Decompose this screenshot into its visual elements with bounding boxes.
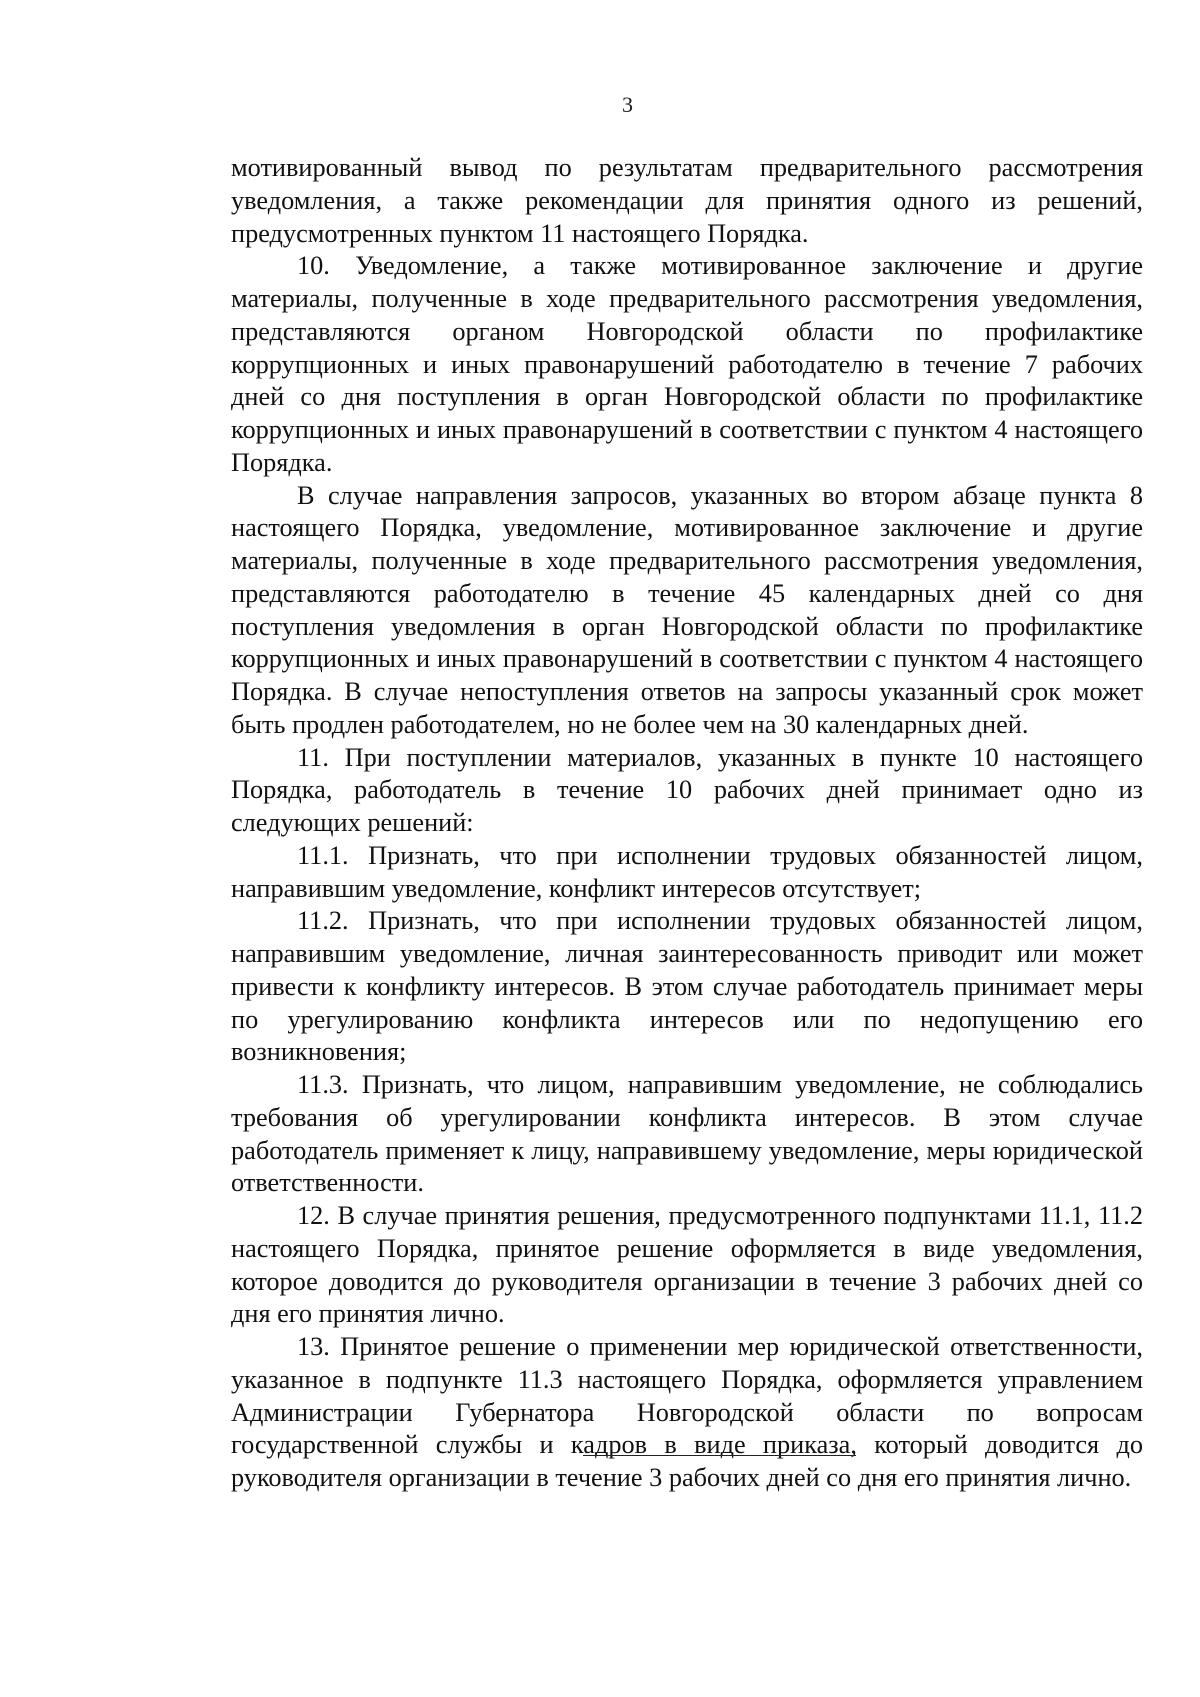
- paragraph-item-11: 11. При поступлении материалов, указанных в пункте 10 настоящего Порядка, работодатель в течение 10 рабочих дней принимает одно из следующих решений:: [231, 742, 1143, 837]
- paragraph-item-11-2: 11.2. Признать, что при исполнении трудовых обязанностей лицом, направившим уведомление, личная заинтересованность приводит или может привести к конфликту интересов. В этом случае работодатель принимает меры по урегулированию конфликта интересов или по недопущению его возникновения;: [231, 906, 1143, 1067]
- end-of-document-rule: [583, 1455, 856, 1456]
- paragraph-requests-case: В случае направления запросов, указанных во втором абзаце пункта 8 настоящего Порядка, уведомление, мотивированное заключение и другие материалы, полученные в ходе предварительного рассмотрения уведомления, представляются работодателю в течение 45 календарных дней со дня поступления уведомления в орган Новгородской области по профилактике коррупционных и иных правонарушений в соответствии с пунктом 4 настоящего Порядка. В случае непоступления ответов на запросы указанный срок может быть продлен работодателем, но не более чем на 30 календарных дней.: [231, 480, 1143, 739]
- paragraph-item-11-3: 11.3. Признать, что лицом, направившим уведомление, не соблюдались требования об урегулировании конфликта интересов. В этом случае работодатель применяет к лицу, направившему уведомление, меры юридической ответственности.: [231, 1070, 1143, 1198]
- page-number: 3: [622, 92, 633, 117]
- paragraph-item-10: 10. Уведомление, а также мотивированное заключение и другие материалы, полученные в ходе предварительного рассмотрения уведомления, представляются органом Новгородской области по профилактике коррупционных и иных правонарушений работодателю в течение 7 рабочих дней со дня поступления в орган Новгородской области по профилактике коррупционных и иных правонарушений в соответствии с пунктом 4 настоящего Порядка.: [231, 251, 1143, 477]
- document-body: [231, 152, 1143, 1495]
- paragraph-item-11-1: 11.1. Признать, что при исполнении трудовых обязанностей лицом, направившим уведомление, конфликт интересов отсутствует;: [231, 840, 1143, 903]
- paragraph-item-12: 12. В случае принятия решения, предусмотренного подпунктами 11.1, 11.2 настоящего Порядка, принятое решение оформляется в виде уведомления, которое доводится до руководителя организации в течение 3 рабочих дней со дня его принятия лично.: [231, 1201, 1143, 1329]
- paragraph-item-13: 13. Принятое решение о применении мер юридической ответственности, указанное в подпункте 11.3 настоящего Порядка, оформляется управлением Администрации Губернатора Новгородской области по вопросам государственной службы и кадров в виде приказа, который доводится до руководителя организации в течение 3 рабочих дней со дня его принятия лично.: [231, 1332, 1143, 1492]
- paragraph-continuation: мотивированный вывод по результатам предварительного рассмотрения уведомления, а также рекомендации для принятия одного из решений, предусмотренных пунктом 11 настоящего Порядка.: [231, 153, 1143, 248]
